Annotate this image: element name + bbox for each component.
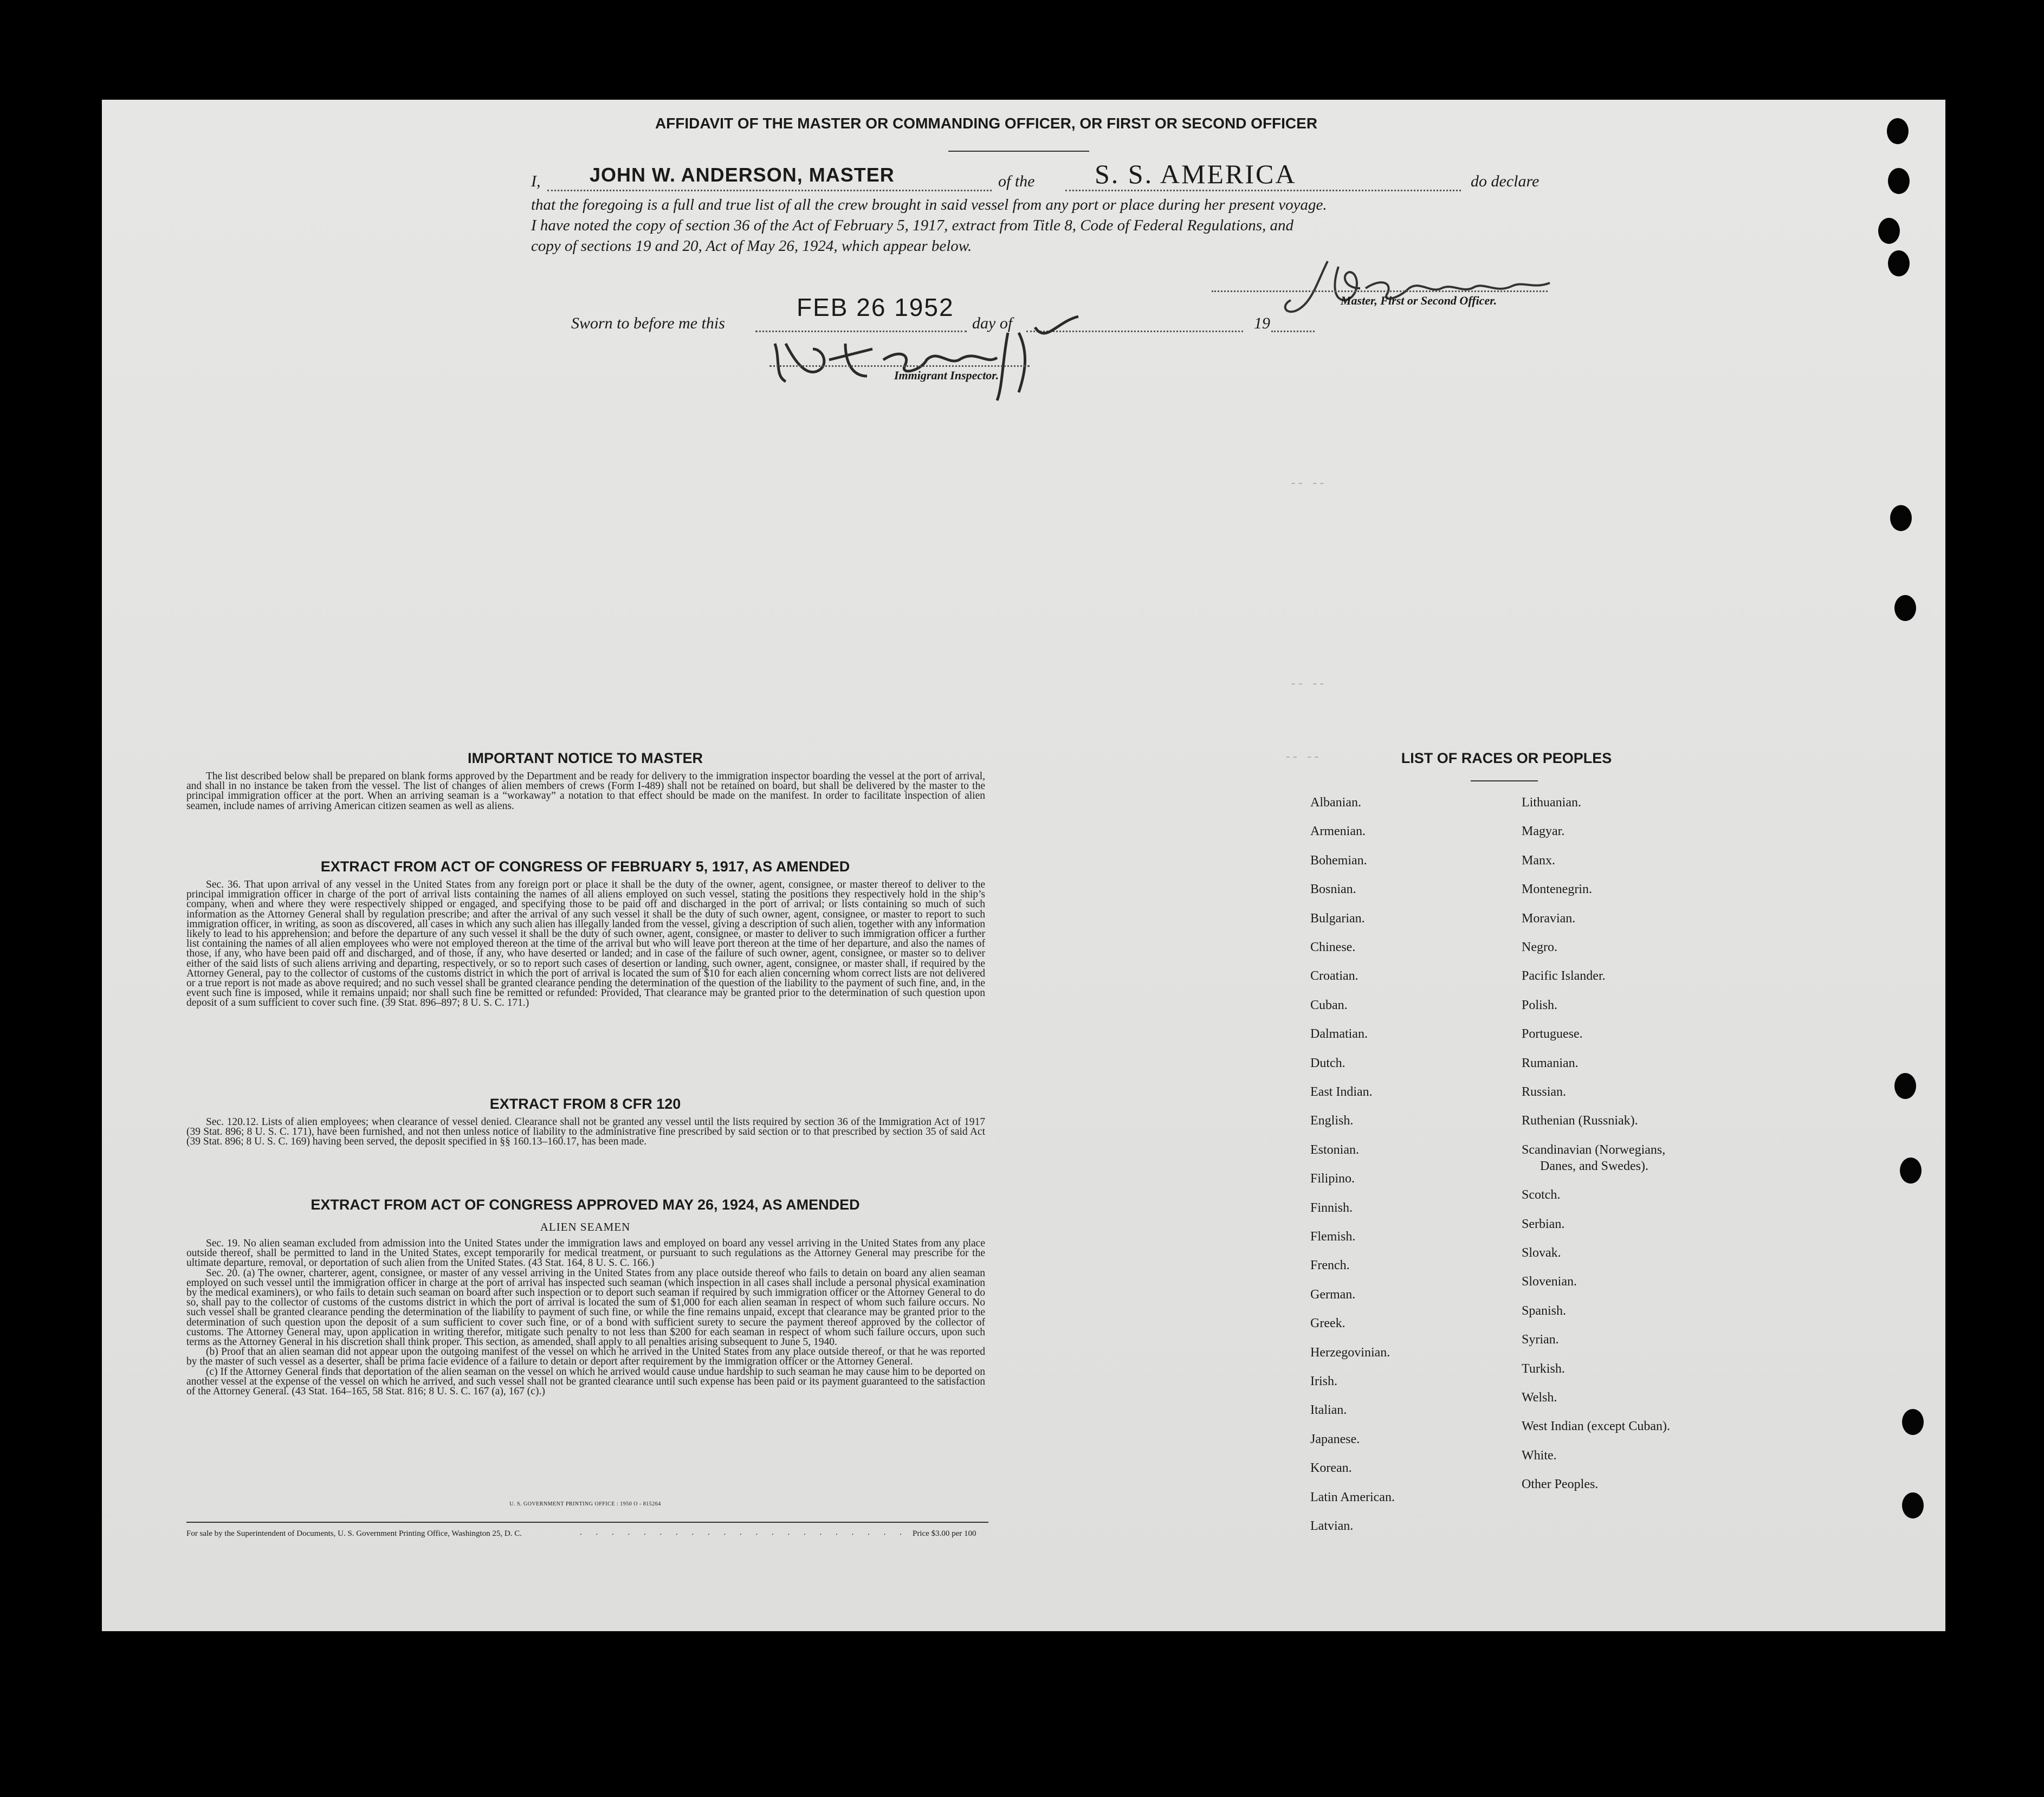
inspector-signature (764, 311, 1122, 403)
race-item: Serbian. (1522, 1217, 1565, 1231)
notice-title: IMPORTANT NOTICE TO MASTER (468, 750, 703, 766)
punch-hole (1888, 168, 1910, 194)
punch-hole (1894, 1073, 1916, 1099)
race-item: Armenian. (1310, 824, 1366, 838)
race-item: Bosnian. (1310, 882, 1356, 896)
extract-8cfr-title: EXTRACT FROM 8 CFR 120 (489, 1096, 681, 1112)
leader-dots: . . . . . . . . . . . . . . . . . . . . . (580, 1528, 908, 1537)
extract-1917-text (186, 880, 985, 1009)
punch-hole (1890, 505, 1912, 531)
race-item: Korean. (1310, 1461, 1352, 1475)
punch-hole (1900, 1158, 1922, 1184)
affidavit-title: AFFIDAVIT OF THE MASTER OR COMMANDING OFFICER, OR FIRST OR SECOND OFFICER (655, 115, 1318, 132)
race-item: Slovak. (1522, 1246, 1561, 1260)
day-of-label: day of (972, 314, 1013, 332)
race-item: Slovenian. (1522, 1275, 1577, 1289)
race-item: Japanese. (1310, 1432, 1360, 1446)
race-item: Irish. (1310, 1374, 1337, 1388)
year-label: 19 (1254, 314, 1270, 332)
race-item: Latin American. (1310, 1490, 1395, 1504)
title-rule (948, 151, 1089, 152)
races-title: LIST OF RACES OR PEOPLES (1401, 750, 1612, 766)
race-item: German. (1310, 1288, 1356, 1302)
punch-hole (1888, 250, 1910, 276)
printing-office-line: U. S. GOVERNMENT PRINTING OFFICE : 1950 O - 815264 (509, 1501, 661, 1507)
extract-1917-title: EXTRACT FROM ACT OF CONGRESS OF FEBRUARY 5, 1917, AS AMENDED (320, 858, 850, 875)
race-item: Dalmatian. (1310, 1027, 1368, 1041)
section-19-paragraph: Sec. 19. No alien seaman excluded from admission into the United States under the immigration laws and employed on board any vessel arriving in the United States from any place outside thereof, shall be permitted to land in the United States, except temporarily for medical treatment, or pursuant to such regulations as the Attorney General may prescribe for the ultimate departure, removal, or deportation of such alien from the United States. (43 Stat. 164, 8 U. S. C. 166.) (186, 1238, 985, 1269)
affidavit-body-3: copy of sections 19 and 20, Act of May 26, 1924, which appear below. (531, 237, 972, 255)
race-item: Turkish. (1522, 1362, 1565, 1376)
extract-8cfr-text (186, 1117, 985, 1147)
punch-hole (1878, 218, 1900, 244)
race-item: Negro. (1522, 940, 1557, 954)
section-20c-paragraph: (c) If the Attorney General finds that deportation of the alien seaman on the vessel on which he arrived would cause undue hardship to such seaman he may cause him to be deported on another vessel at the expense of the vessel on which he arrived, and such vessel shall not be granted clearance until such expense has been paid or its payment guaranteed to the satisfaction of the Attorney General. (43 Stat. 164–165, 58 Stat. 816; 8 U. S. C. 167 (a), 167 (c).) (186, 1366, 985, 1398)
race-item: Greek. (1310, 1316, 1346, 1330)
affidavit-body-1: that the foregoing is a full and true list of all the crew brought in said vessel from any port or place during her present voyage. (531, 196, 1327, 214)
race-item: Flemish. (1310, 1230, 1356, 1244)
race-item: Other Peoples. (1522, 1477, 1599, 1491)
section-120-12-paragraph: Sec. 120.12. Lists of alien employees; when clearance of vessel denied. Clearance shall not be granted any vessel until the lists required by section 36 of the Immigration Act of 1917 (39 Stat. 896; 8 U. S. C. 171), have been furnished, and not then unless notice of liability to the administrative fine prescribed by said section or to that prescribed by section 35 of said Act (39 Stat. 896; 8 U. S. C. 169) having been served, the deposit specified in §§ 160.13–160.17, has been made. (186, 1116, 985, 1148)
race-item: Danes, and Swedes). (1540, 1159, 1648, 1173)
race-item: Spanish. (1522, 1304, 1567, 1318)
year-line (1271, 331, 1315, 332)
race-item: Welsh. (1522, 1391, 1557, 1405)
race-item: Syrian. (1522, 1333, 1559, 1347)
inspector-signature-line (769, 365, 1030, 367)
race-item: Polish. (1522, 998, 1558, 1012)
race-item: Croatian. (1310, 969, 1359, 983)
affidavit-i-label: I, (531, 172, 541, 190)
race-item: Latvian. (1310, 1519, 1354, 1533)
race-item: Montenegrin. (1522, 882, 1592, 896)
race-item: Bulgarian. (1310, 912, 1365, 926)
race-item: Magyar. (1522, 824, 1565, 838)
race-item: Portuguese. (1522, 1027, 1583, 1041)
punch-hole (1902, 1492, 1924, 1518)
notice-text (186, 772, 985, 811)
bleed-through: -- -- (1290, 477, 1326, 490)
vessel-name: S. S. AMERICA (1095, 159, 1297, 189)
vessel-line (1065, 190, 1461, 191)
punch-hole (1887, 118, 1909, 144)
bleed-through: -- -- (1284, 751, 1321, 764)
extract-1924-title: EXTRACT FROM ACT OF CONGRESS APPROVED MAY 26, 1924, AS AMENDED (311, 1197, 860, 1213)
race-item: Lithuanian. (1522, 796, 1581, 810)
race-item: English. (1310, 1114, 1354, 1128)
punch-hole (1902, 1409, 1924, 1435)
race-item: Filipino. (1310, 1172, 1355, 1186)
race-item: Rumanian. (1522, 1056, 1579, 1070)
footer-rule (186, 1522, 988, 1523)
race-item: West Indian (except Cuban). (1522, 1419, 1670, 1433)
race-item: Cuban. (1310, 998, 1348, 1012)
race-item: Scandinavian (Norwegians, (1522, 1143, 1666, 1157)
sworn-date-stamp: FEB 26 1952 (797, 293, 954, 321)
do-declare-label: do declare (1471, 172, 1540, 190)
section-20a-paragraph: Sec. 20. (a) The owner, charterer, agent, consignee, or master of any vessel arriving in the United States from any place outside thereof who fails to detain on board any alien seaman employed on such vessel until the immigration officer in charge at the port of arrival has inspected such seaman (which inspection in all cases shall include a personal physical examination by the medical examiners), or who fails to detain such seaman on board after such inspection or to deport such seaman if required by such immigration officer or the Attorney General to do so, shall pay to the collector of customs of the customs district in which the port of arrival is located the sum of $1,000 for each alien seaman in respect of whom such failure occurs. No such vessel shall be granted clearance pending the determination of the liability to payment of such fine, or while the fine remains unpaid, except that clearance may be granted prior to the determination of such question upon the deposit of a sum sufficient to cover such fine, or of a bond with sufficient surety to secure the payment thereof approved by the collector of customs. The Attorney General may, upon application in writing therefor, mitigate such penalty to not less than $200 for each seaman in respect of whom such failure occurs, upon such terms as the Attorney General in his discretion shall think proper. This section, as amended, shall apply to all penalties arising subsequent to June 5, 1940. (186, 1267, 985, 1348)
race-item: Herzegovinian. (1310, 1346, 1390, 1360)
master-name: JOHN W. ANDERSON, MASTER (590, 164, 895, 186)
inspector-caption: Immigrant Inspector. (894, 369, 999, 382)
extract-1924-text (186, 1239, 985, 1397)
races-title-rule (1471, 780, 1538, 781)
master-signature (1279, 250, 1561, 321)
section-36-paragraph: Sec. 36. That upon arrival of any vessel in the United States from any foreign port or place it shall be the duty of the owner, agent, consignee, or master thereof to deliver to the principal immigration officer in charge of the port of arrival lists containing the names of all aliens employed on such vessel, stating the positions they respectively hold in the ship’s company, when and where they were respectively shipped or engaged, and specifying those to be paid off and discharged in the port of arrival; or lists containing so much of such information as the Attorney General shall by regulation prescribe; and after the arrival of any such vessel it shall be the duty of such owner, agent, consignee, or master to report to such immigration officer, in writing, as soon as discovered, all cases in which any such alien has illegally landed from the vessel, giving a description of such alien, together with any information likely to lead to his apprehension; and before the departure of any such vessel it shall be the duty of such owner, agent, consignee, or master to deliver to such immigration officer a further list containing the names of all alien employees who were not employed thereon at the time of the arrival but who will leave port thereon at the time of her departure, and also the names of those, if any, who have been paid off and discharged, and of those, if any, who have deserted or landed; and in case of the failure of such owner, agent, consignee, or master so to deliver either of the said lists of such aliens arriving and departing, respectively, or so to report such cases of desertion or landing, such owner, agent, consignee, or master shall, if required by the Attorney General, pay to the collector of customs of the customs district in which the port of arrival is located the sum of $10 for each alien concerning whom correct lists are not delivered or a true report is not made as above required; and no such vessel shall be granted clearance pending the determination of the question of the liability to the payment of such fine, and, in the event such fine is imposed, while it remains unpaid; nor shall such fine be remitted or refunded: Provided, That clearance may be granted prior to the determination of such question upon deposit of a sum sufficient to cover such fine. (39 Stat. 896–897; 8 U. S. C. 171.) (186, 879, 985, 1009)
affidavit-body-2: I have noted the copy of section 36 of the Act of February 5, 1917, extract from Title 8, Code of Federal Regulations, and (531, 217, 1294, 234)
race-item: Manx. (1522, 854, 1555, 868)
for-sale-line: For sale by the Superintendent of Documents, U. S. Government Printing Office, Washington 25, D. C. (186, 1529, 522, 1538)
race-item: White. (1522, 1449, 1557, 1463)
punch-hole (1894, 595, 1916, 621)
price-line: Price $3.00 per 100 (913, 1529, 976, 1538)
of-the-label: of the (998, 172, 1035, 190)
race-item: Italian. (1310, 1403, 1347, 1417)
master-caption: Master, First or Second Officer. (1341, 294, 1497, 307)
name-line (547, 190, 992, 191)
master-signature-line (1212, 290, 1548, 292)
race-item: Estonian. (1310, 1143, 1359, 1157)
race-item: Chinese. (1310, 940, 1356, 954)
race-item: Albanian. (1310, 796, 1361, 810)
notice-paragraph: The list described below shall be prepared on blank forms approved by the Department and be ready for delivery to the immigration inspector boarding the vessel at the port of arrival, and shall in no instance be taken from the vessel. The list of changes of alien members of crews (Form I-489) shall not be retained on board, but shall be delivered by the master to the principal immigration officer at the port. When an arriving seaman is a “workaway” a notation to that effect should be made on the manifest. In order to facilitate inspection of alien seamen, include names of arriving American citizen seamen as well as aliens. (186, 771, 985, 812)
race-item: Russian. (1522, 1085, 1567, 1099)
race-item: Finnish. (1310, 1201, 1353, 1215)
race-item: East Indian. (1310, 1085, 1373, 1099)
race-item: Scotch. (1522, 1188, 1561, 1202)
race-item: Ruthenian (Russniak). (1522, 1114, 1638, 1128)
race-item: Pacific Islander. (1522, 969, 1606, 983)
race-item: Bohemian. (1310, 854, 1367, 868)
race-item: Moravian. (1522, 912, 1576, 926)
sworn-label: Sworn to before me this (571, 314, 725, 332)
race-item: French. (1310, 1258, 1350, 1272)
bleed-through: -- -- (1290, 677, 1326, 691)
section-20b-paragraph: (b) Proof that an alien seaman did not appear upon the outgoing manifest of the vessel on which he arrived in the United States from any place outside thereof, or that he was reported by the master of such vessel as a deserter, shall be prima facie evidence of a failure to detain or deport after requirement by the immigration officer or the Attorney General. (186, 1346, 985, 1368)
race-item: Dutch. (1310, 1056, 1346, 1070)
alien-seamen-subtitle: ALIEN SEAMEN (540, 1220, 631, 1233)
